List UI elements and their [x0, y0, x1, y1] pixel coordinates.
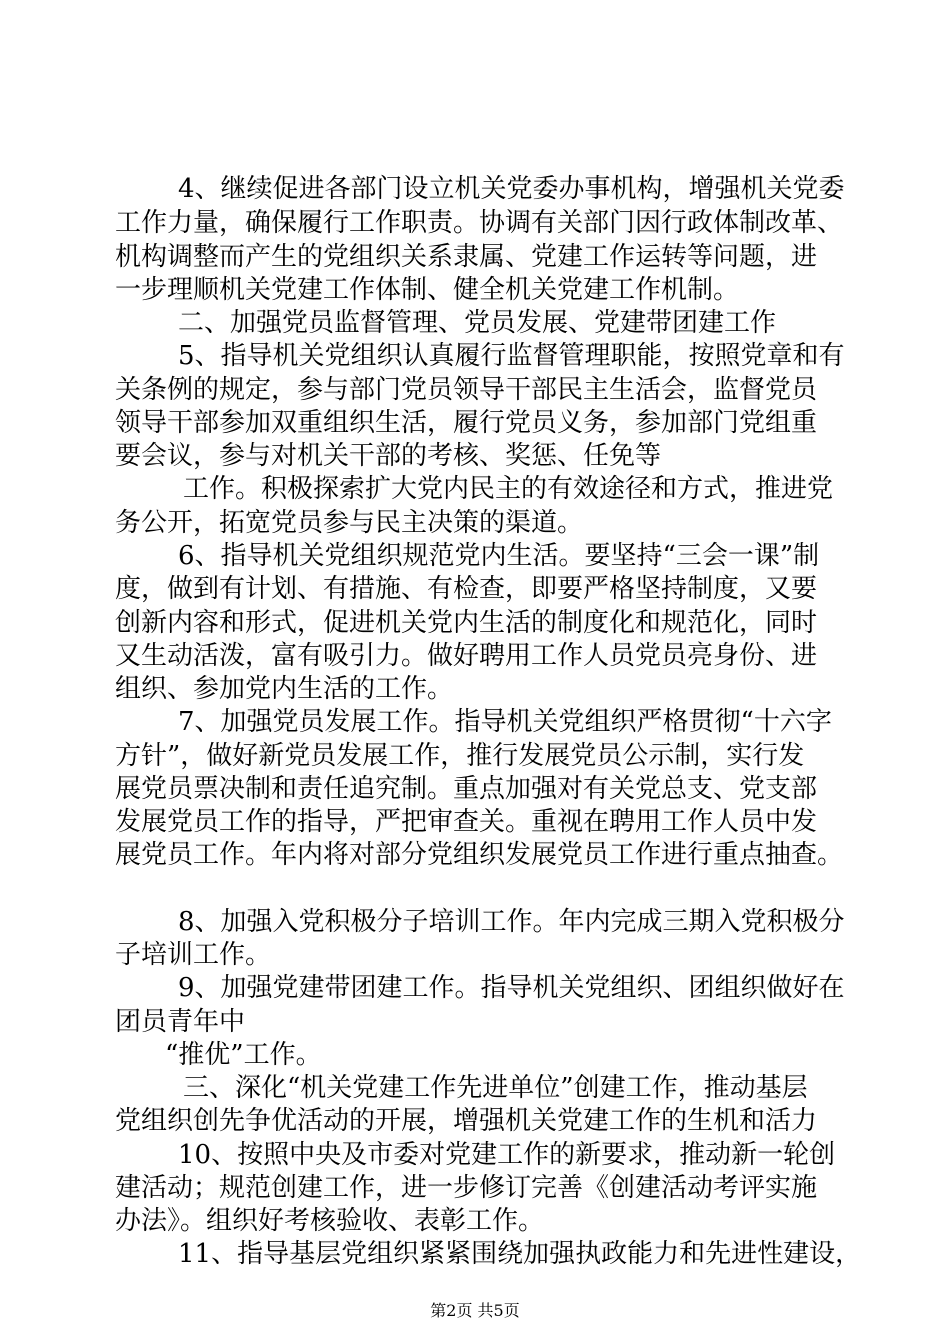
text-line: 5、指导机关党组织认真履行监督管理职能，按照党章和有: [178, 341, 845, 371]
text-line: 机构调整而产生的党组织关系隶属、党建工作运转等问题，进: [115, 242, 818, 272]
text-line: 展党员工作。年内将对部分党组织发展党员工作进行重点抽查。: [115, 840, 844, 870]
page-footer: 第2页 共5页: [430, 1301, 520, 1320]
text-line: 建活动；规范创建工作，进一步修订完善《创建活动考评实施: [115, 1173, 818, 1203]
text-line: 办法》。组织好考核验收、表彰工作。: [115, 1206, 545, 1236]
text-line: 10、按照中央及市委对党建工作的新要求，推动新一轮创: [178, 1140, 836, 1170]
text-line: 发展党员工作的指导，严把审查关。重视在聘用工作人员中发: [115, 807, 818, 837]
text-line: “推优”工作。: [165, 1040, 322, 1070]
section-heading: 三、深化“机关党建工作先进单位”创建工作，推动基层: [183, 1073, 808, 1103]
text-line: 4、继续促进各部门设立机关党委办事机构，增强机关党委: [178, 174, 845, 204]
text-line: 要会议，参与对机关干部的考核、奖惩、任免等: [115, 441, 662, 471]
text-line: 务公开，拓宽党员参与民主决策的渠道。: [115, 508, 584, 538]
text-line: 团员青年中: [115, 1007, 246, 1037]
text-line: 11、指导基层党组织紧紧围绕加强执政能力和先进性建设，: [178, 1239, 862, 1269]
text-line: 9、加强党建带团建工作。指导机关党组织、团组织做好在: [178, 973, 845, 1003]
text-line: 工作。积极探索扩大党内民主的有效途径和方式，推进党: [183, 474, 834, 504]
text-line: 领导干部参加双重组织生活，履行党员义务，参加部门党组重: [115, 408, 818, 438]
text-line: 一步理顺机关党建工作体制、健全机关党建工作机制。: [115, 275, 740, 305]
text-line: 6、指导机关党组织规范党内生活。要坚持“三会一课”制: [178, 541, 820, 571]
text-line: 又生动活泼，富有吸引力。做好聘用工作人员党员亮身份、进: [115, 641, 818, 671]
section-heading: 党组织创先争优活动的开展，增强机关党建工作的生机和活力: [115, 1106, 818, 1136]
text-line: 方针”，做好新党员发展工作，推行发展党员公示制，实行发: [115, 741, 805, 771]
text-line: 7、加强党员发展工作。指导机关党组织严格贯彻“十六字: [178, 707, 832, 737]
text-line: 8、加强入党积极分子培训工作。年内完成三期入党积极分: [178, 907, 845, 937]
text-line: 展党员票决制和责任追究制。重点加强对有关党总支、党支部: [115, 774, 818, 804]
section-heading: 二、加强党员监督管理、党员发展、党建带团建工作: [178, 308, 777, 338]
text-line: 组织、参加党内生活的工作。: [115, 674, 454, 704]
text-line: 关条例的规定，参与部门党员领导干部民主生活会，监督党员: [115, 375, 818, 405]
text-line: 工作力量，确保履行工作职责。协调有关部门因行政体制改革、: [115, 208, 844, 238]
text-line: 子培训工作。: [115, 940, 272, 970]
text-line: 度，做到有计划、有措施、有检查，即要严格坚持制度，又要: [115, 574, 818, 604]
text-line: 创新内容和形式，促进机关党内生活的制度化和规范化，同时: [115, 608, 818, 638]
